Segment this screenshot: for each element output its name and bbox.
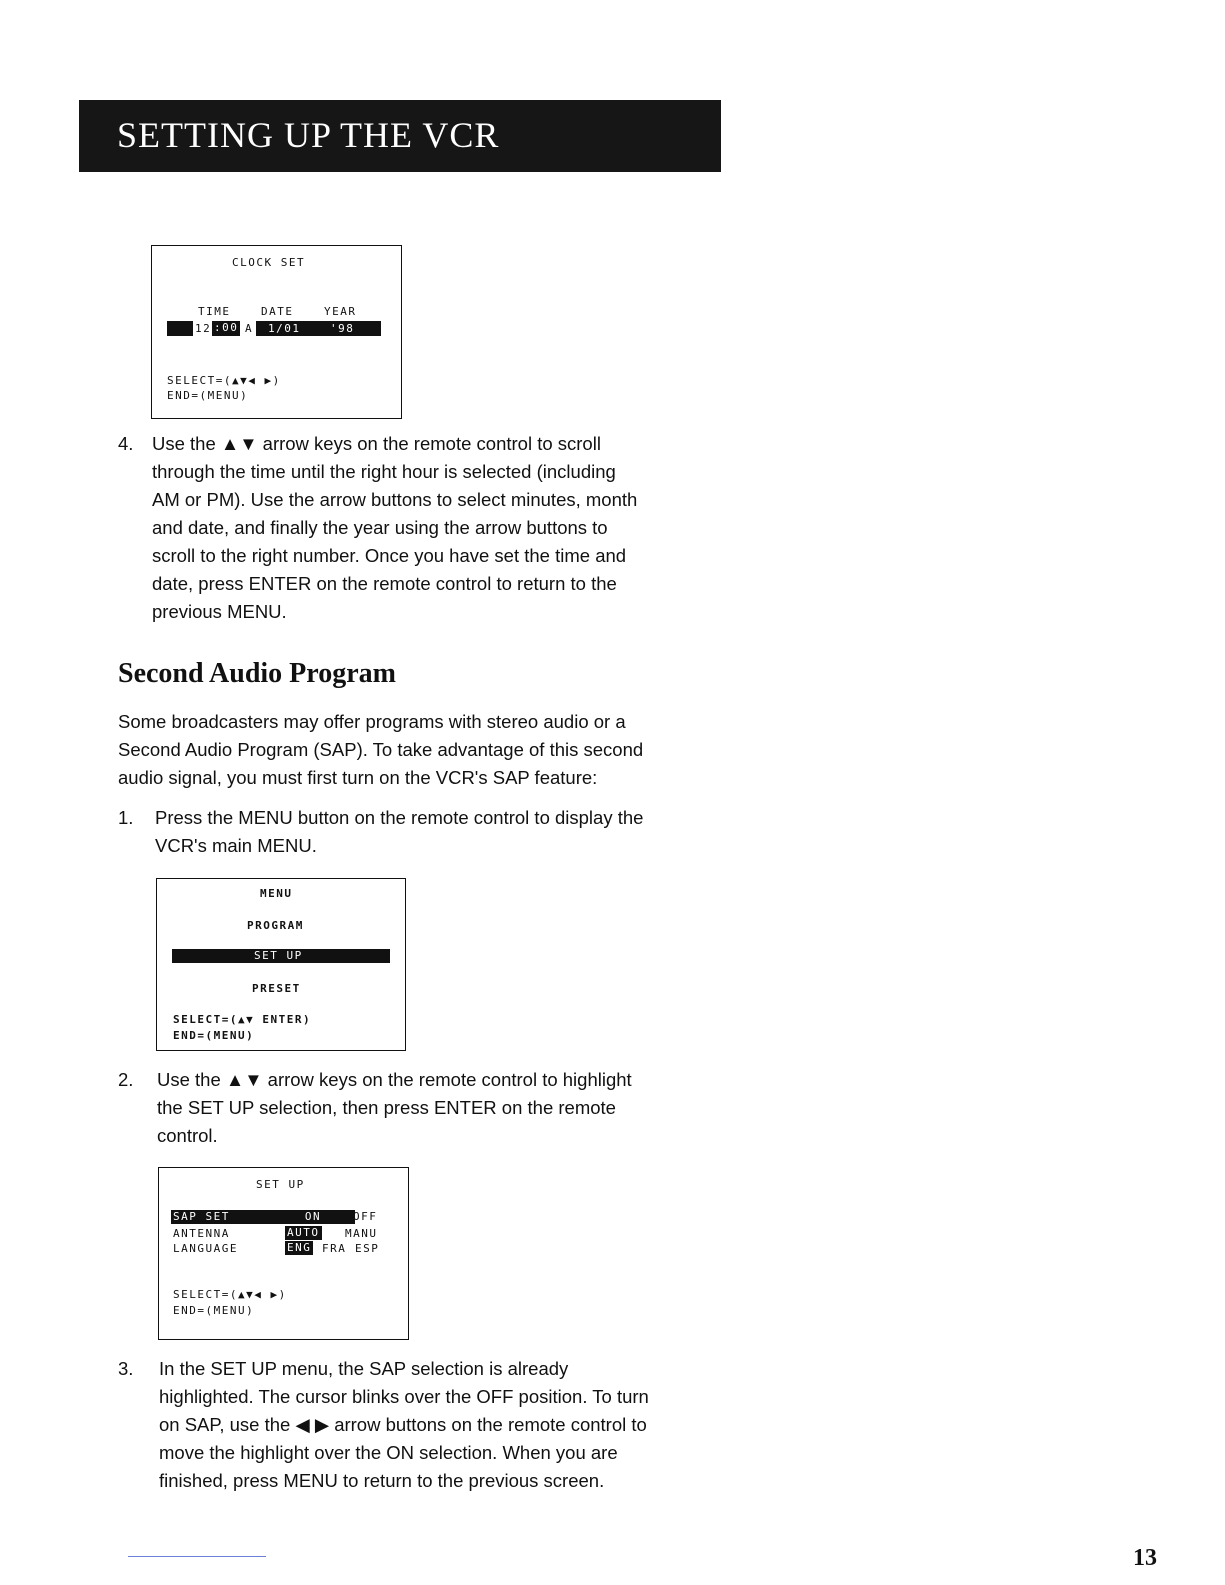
step-1 <box>118 804 738 864</box>
step-text-line: move the highlight over the ON selection. When you are <box>159 1442 618 1463</box>
menu-item-preset: PRESET <box>252 982 301 995</box>
language-label: LANGUAGE <box>173 1242 238 1255</box>
intro-paragraph <box>118 708 758 792</box>
step-text-line: the SET UP selection, then press ENTER on the remote <box>157 1097 616 1118</box>
setup-title: SET UP <box>256 1178 305 1191</box>
step-text-line: date, press ENTER on the remote control to return to the <box>152 573 617 594</box>
page-number: 13 <box>1133 1545 1157 1571</box>
step-text-line: on SAP, use the ◀ ▶ arrow buttons on the remote control to <box>159 1414 647 1435</box>
section-heading: Second Audio Program <box>118 658 396 689</box>
page-title: SETTING UP THE VCR <box>117 115 500 155</box>
year-value: '98 <box>330 322 355 335</box>
footer-divider <box>128 1556 266 1557</box>
step-text-line: Use the ▲▼ arrow keys on the remote control to highlight <box>157 1069 632 1090</box>
col-date-label: DATE <box>261 305 294 318</box>
intro-line: audio signal, you must first turn on the VCR's SAP feature: <box>118 767 598 788</box>
setup-screen <box>158 1167 409 1340</box>
intro-line: Some broadcasters may offer programs with stereo audio or a <box>118 711 626 732</box>
antenna-manu-option: MANU <box>345 1227 378 1240</box>
end-hint: END=(MENU) <box>167 389 249 402</box>
sap-off-option: OFF <box>353 1210 378 1223</box>
header-bar <box>79 100 721 172</box>
step-text-line: highlighted. The cursor blinks over the OFF position. To turn <box>159 1386 649 1407</box>
language-eng-option: ENG <box>287 1241 312 1254</box>
menu-item-setup: SET UP <box>254 949 303 962</box>
antenna-label: ANTENNA <box>173 1227 230 1240</box>
step-4 <box>118 430 738 630</box>
select-hint: SELECT=(▲▼◀ ▶) <box>173 1288 287 1301</box>
step-number: 1. <box>118 807 134 828</box>
clock-set-screen <box>151 245 402 419</box>
language-fra-option: FRA <box>322 1242 347 1255</box>
menu-item-program: PROGRAM <box>247 919 304 932</box>
col-time-label: TIME <box>198 305 231 318</box>
step-2 <box>118 1066 738 1156</box>
antenna-auto-option: AUTO <box>287 1226 320 1239</box>
step-text-line: Use the ▲▼ arrow keys on the remote control to scroll <box>152 433 601 454</box>
step-text-line: control. <box>157 1125 218 1146</box>
step-number: 4. <box>118 433 134 454</box>
ampm-value: A <box>245 322 254 335</box>
menu-screen <box>156 878 406 1051</box>
hour-value: 12 <box>195 322 212 335</box>
step-text-line: Press the MENU button on the remote control to display the <box>155 807 644 828</box>
step-text-line: and date, and finally the year using the arrow buttons to <box>152 517 608 538</box>
clock-cursor-block <box>167 321 193 336</box>
step-text-line: AM or PM). Use the arrow buttons to select minutes, month <box>152 489 638 510</box>
step-text-line: through the time until the right hour is selected (including <box>152 461 616 482</box>
step-3 <box>118 1355 758 1505</box>
clock-set-title: CLOCK SET <box>232 256 306 269</box>
select-hint: SELECT=(▲▼ ENTER) <box>173 1013 312 1026</box>
sap-on-option: ON <box>271 1210 355 1224</box>
menu-title: MENU <box>260 887 293 900</box>
step-text-line: In the SET UP menu, the SAP selection is already <box>159 1358 569 1379</box>
step-text-line: previous MENU. <box>152 601 287 622</box>
sap-set-label: SAP SET <box>171 1210 275 1224</box>
step-text-line: VCR's main MENU. <box>155 835 317 856</box>
end-hint: END=(MENU) <box>173 1304 255 1317</box>
language-esp-option: ESP <box>355 1242 380 1255</box>
minutes-value: :00 <box>214 321 239 334</box>
date-value: 1/01 <box>268 322 301 335</box>
step-number: 2. <box>118 1069 134 1090</box>
col-year-label: YEAR <box>324 305 357 318</box>
select-hint: SELECT=(▲▼◀ ▶) <box>167 374 281 387</box>
step-text-line: scroll to the right number. Once you have set the time and <box>152 545 627 566</box>
step-text-line: finished, press MENU to return to the previous screen. <box>159 1470 605 1491</box>
end-hint: END=(MENU) <box>173 1029 255 1042</box>
intro-line: Second Audio Program (SAP). To take advantage of this second <box>118 739 644 760</box>
step-number: 3. <box>118 1358 134 1379</box>
